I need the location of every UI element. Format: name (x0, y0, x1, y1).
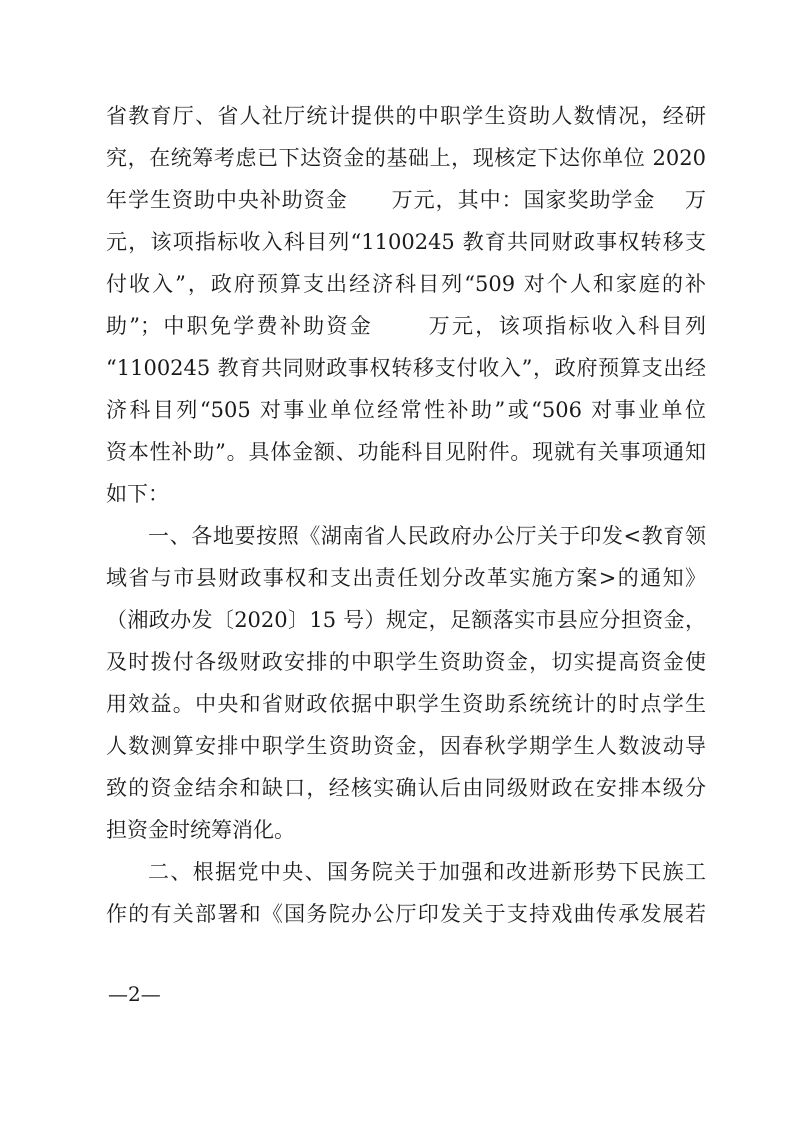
text-line: 用效益。中央和省财政依据中职学生资助系统统计的时点学生 (106, 692, 706, 716)
text-line: 及时拨付各级财政安排的中职学生资助资金，切实提高资金使 (106, 650, 706, 674)
text-line: 一、各地要按照《湖南省人民政府办公厅关于印发<教育领 (148, 524, 706, 548)
text-line: 年学生资助中央补助资金 万元，其中：国家奖助学金 万 (106, 188, 706, 212)
text-line: 作的有关部署和《国务院办公厅印发关于支持戏曲传承发展若 (106, 902, 706, 926)
text-line: 人数测算安排中职学生资助资金，因春秋学期学生人数波动导 (106, 734, 706, 758)
text-line: 付收入”，政府预算支出经济科目列“509 对个人和家庭的补 (106, 272, 706, 296)
text-line: 助”；中职免学费补助资金 万元，该项指标收入科目列 (106, 314, 706, 338)
text-line: 担资金时统筹消化。 (106, 818, 295, 842)
text-line: 二、根据党中央、国务院关于加强和改进新形势下民族工 (148, 860, 706, 884)
body-text (106, 95, 706, 935)
page-number: —2— (108, 982, 161, 1006)
text-line: “1100245 教育共同财政事权转移支付收入”，政府预算支出经 (106, 356, 706, 380)
text-line: 究，在统筹考虑已下达资金的基础上，现核定下达你单位 2020 (106, 146, 706, 170)
text-line: 如下： (106, 482, 169, 506)
text-line: 省教育厅、省人社厅统计提供的中职学生资助人数情况，经研 (106, 104, 706, 128)
text-line: 域省与市县财政事权和支出责任划分改革实施方案>的通知》 (106, 566, 706, 590)
text-line: 资本性补助”。具体金额、功能科目见附件。现就有关事项通知 (106, 440, 706, 464)
text-line: 致的资金结余和缺口，经核实确认后由同级财政在安排本级分 (106, 776, 706, 800)
text-line: 元，该项指标收入科目列“1100245 教育共同财政事权转移支 (106, 230, 706, 254)
text-line: （湘政办发〔2020〕15 号）规定，足额落实市县应分担资金， (106, 608, 706, 632)
text-line: 济科目列“505 对事业单位经常性补助”或“506 对事业单位 (106, 398, 706, 422)
